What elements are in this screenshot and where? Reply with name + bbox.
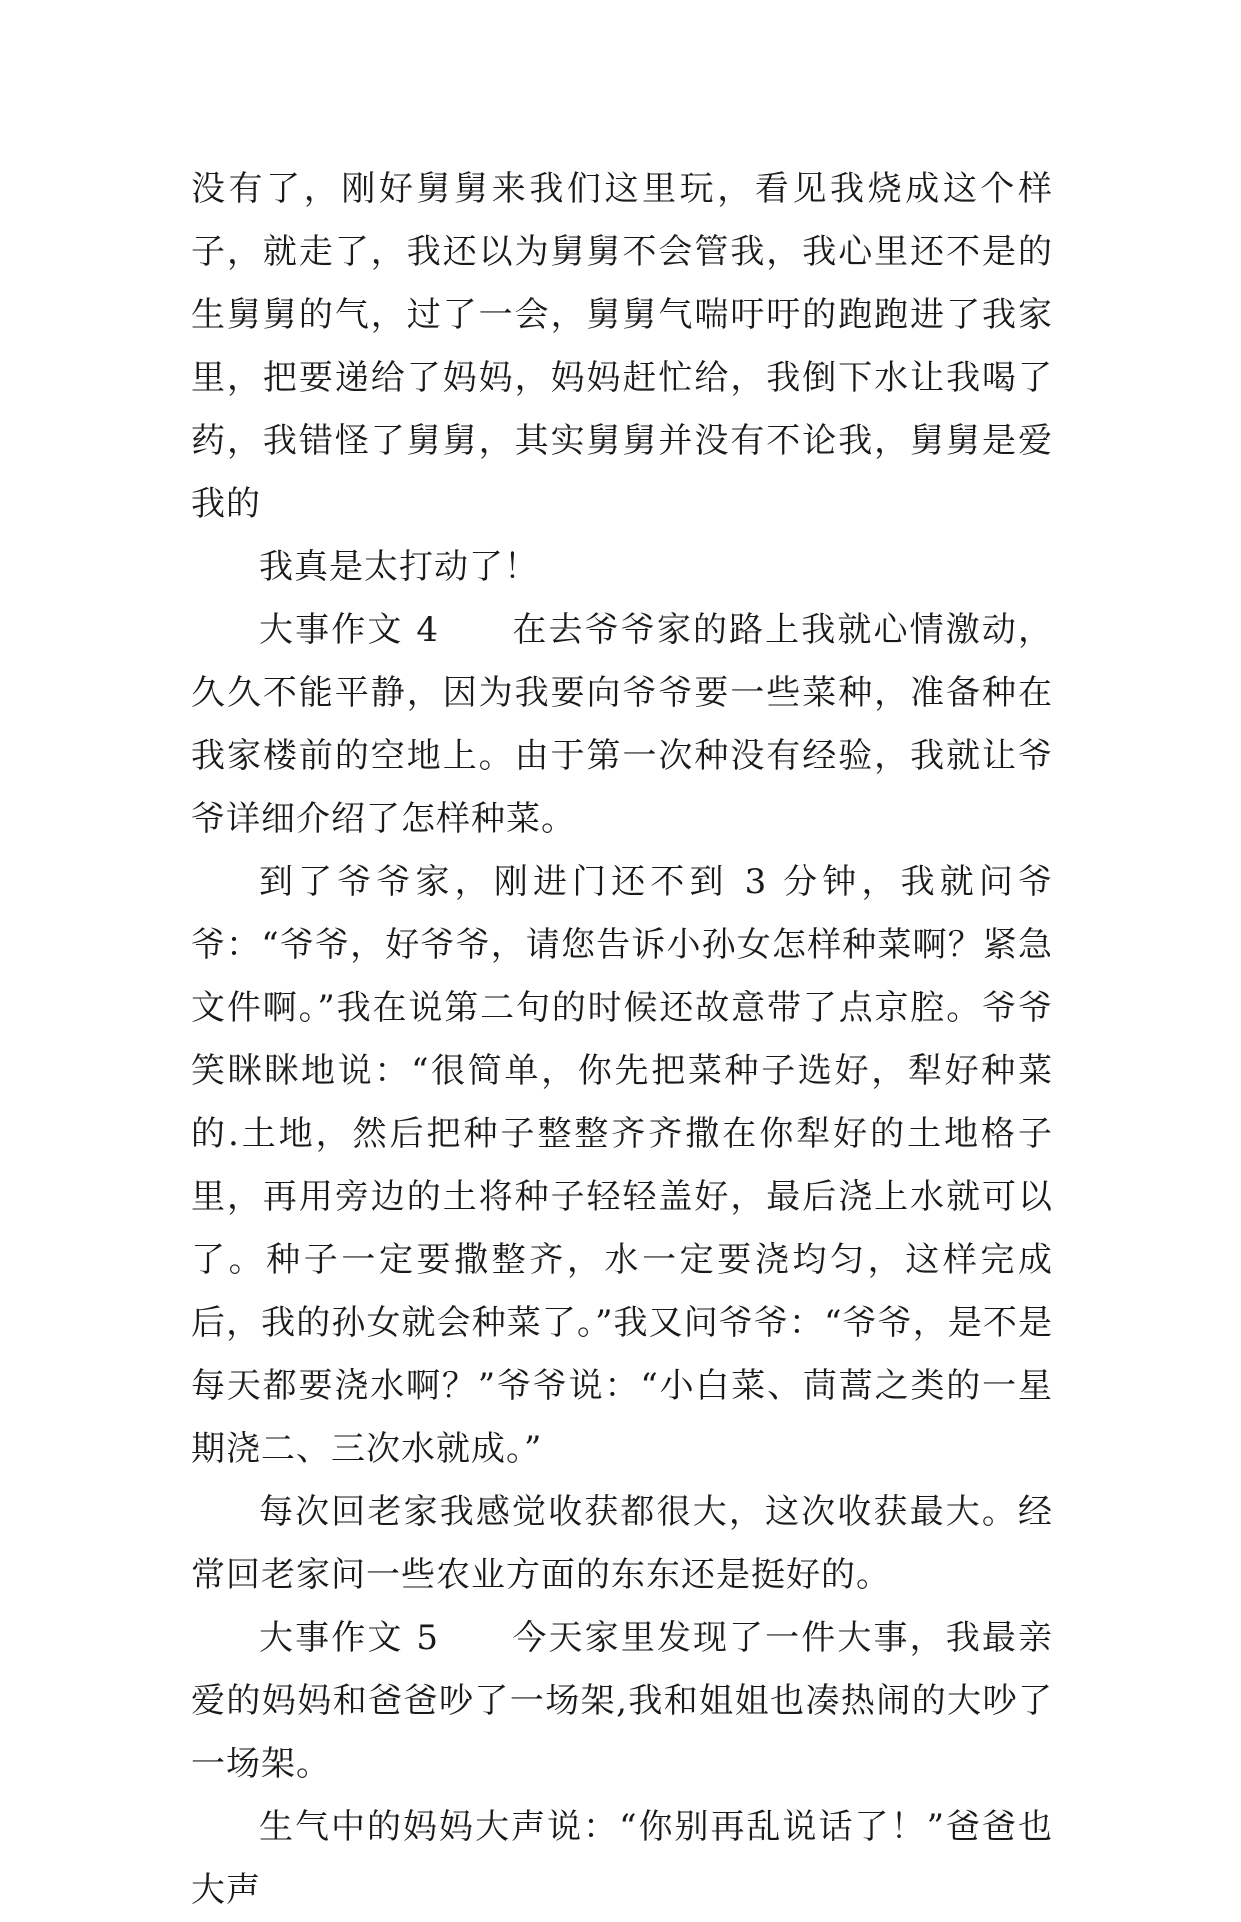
paragraph: 到了爷爷家，刚进门还不到 3 分钟，我就问爷爷：“爷爷，好爷爷，请您告诉小孙女怎样种菜啊？紧急文件啊。”我在说第二句的时候还故意带了点京腔。爷爷笑眯眯地说：“很简单，你先把菜种子选好，犁好种菜的.土地，然后把种子整整齐齐撒在你犁好的土地格子里，再用旁边的土将种子轻轻盖好，最后浇上水就可以了。种子一定要撒整齐，水一定要浇均匀，这样完成后，我的孙女就会种菜了。”我又问爷爷：“爷爷，是不是每天都要浇水啊？”爷爷说：“小白菜、茼蒿之类的一星期浇二、三次水就成。” — [191, 862, 1053, 1469]
paragraph-essay-4: 大事作文 4 在去爷爷家的路上我就心情激动，久久不能平静，因为我要向爷爷要一些菜种，准备种在我家楼前的空地上。由于第一次种没有经验，我就让爷爷详细介绍了怎样种菜。 — [191, 610, 1053, 839]
paragraph: 生气中的妈妈大声说：“你别再乱说话了！”爸爸也大声 — [191, 1807, 1053, 1910]
paragraph-essay-5: 大事作文 5 今天家里发现了一件大事，我最亲爱的妈妈和爸爸吵了一场架,我和姐姐也凑热闹的大吵了一场架。 — [191, 1618, 1053, 1784]
paragraph: 每次回老家我感觉收获都很大，这次收获最大。经常回老家问一些农业方面的东东还是挺好的。 — [191, 1492, 1053, 1595]
essay-body — [191, 158, 1053, 1922]
paragraph: 我真是太打动了！ — [259, 547, 539, 587]
paragraph: 没有了，刚好舅舅来我们这里玩，看见我烧成这个样子，就走了，我还以为舅舅不会管我，我心里还不是的生舅舅的气，过了一会，舅舅气喘吁吁的跑跑进了我家里，把要递给了妈妈，妈妈赶忙给，我倒下水让我喝了药，我错怪了舅舅，其实舅舅并没有不论我，舅舅是爱我的 — [191, 169, 1053, 524]
